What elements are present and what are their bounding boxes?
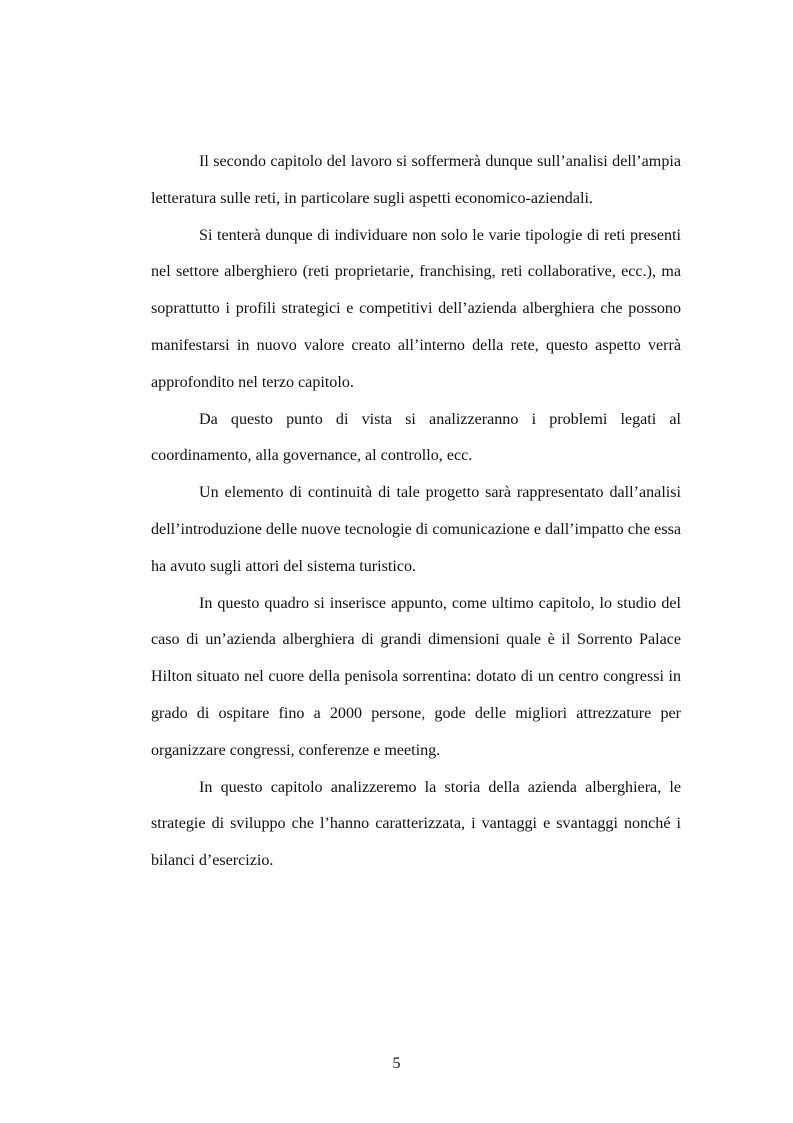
paragraph: In questo capitolo analizzeremo la storia della azienda alberghiera, le strategie di sviluppo che l’hanno caratterizzata, i vantaggi e svantaggi nonché i bilanci d’esercizio. <box>151 778 681 870</box>
paragraph: In questo quadro si inserisce appunto, come ultimo capitolo, lo studio del caso di un’azienda alberghiera di grandi dimensioni quale è il Sorrento Palace Hilton situato nel cuore della penisola sorrentina: dotato di un centro congressi in grado di ospitare fino a 2000 persone, gode delle migliori attrezzature per organizzare congressi, conferenze e meeting. <box>151 594 681 759</box>
paragraph: Il secondo capitolo del lavoro si soffermerà dunque sull’analisi dell’ampia letteratura sulle reti, in particolare sugli aspetti economico-aziendali. <box>151 153 681 207</box>
page-number: 5 <box>392 1055 401 1072</box>
paragraph: Da questo punto di vista si analizzeranno i problemi legati al coordinamento, alla governance, al controllo, ecc. <box>151 410 681 465</box>
paragraph: Un elemento di continuità di tale progetto sarà rappresentato dall’analisi dell’introduzione delle nuove tecnologie di comunicazione e dall’impatto che essa ha avuto sugli attori del sistema turistico. <box>151 484 681 575</box>
paragraph: Si tenterà dunque di individuare non solo le varie tipologie di reti presenti nel settore alberghiero (reti proprietarie, franchising, reti collaborative, ecc.), ma soprattutto i profili strategici e competitivi dell’azienda alberghiera che possono manifestarsi in nuovo valore creato all’interno della rete, questo aspetto verrà approfondito nel terzo capitolo. <box>151 226 681 391</box>
body-text <box>151 144 681 880</box>
